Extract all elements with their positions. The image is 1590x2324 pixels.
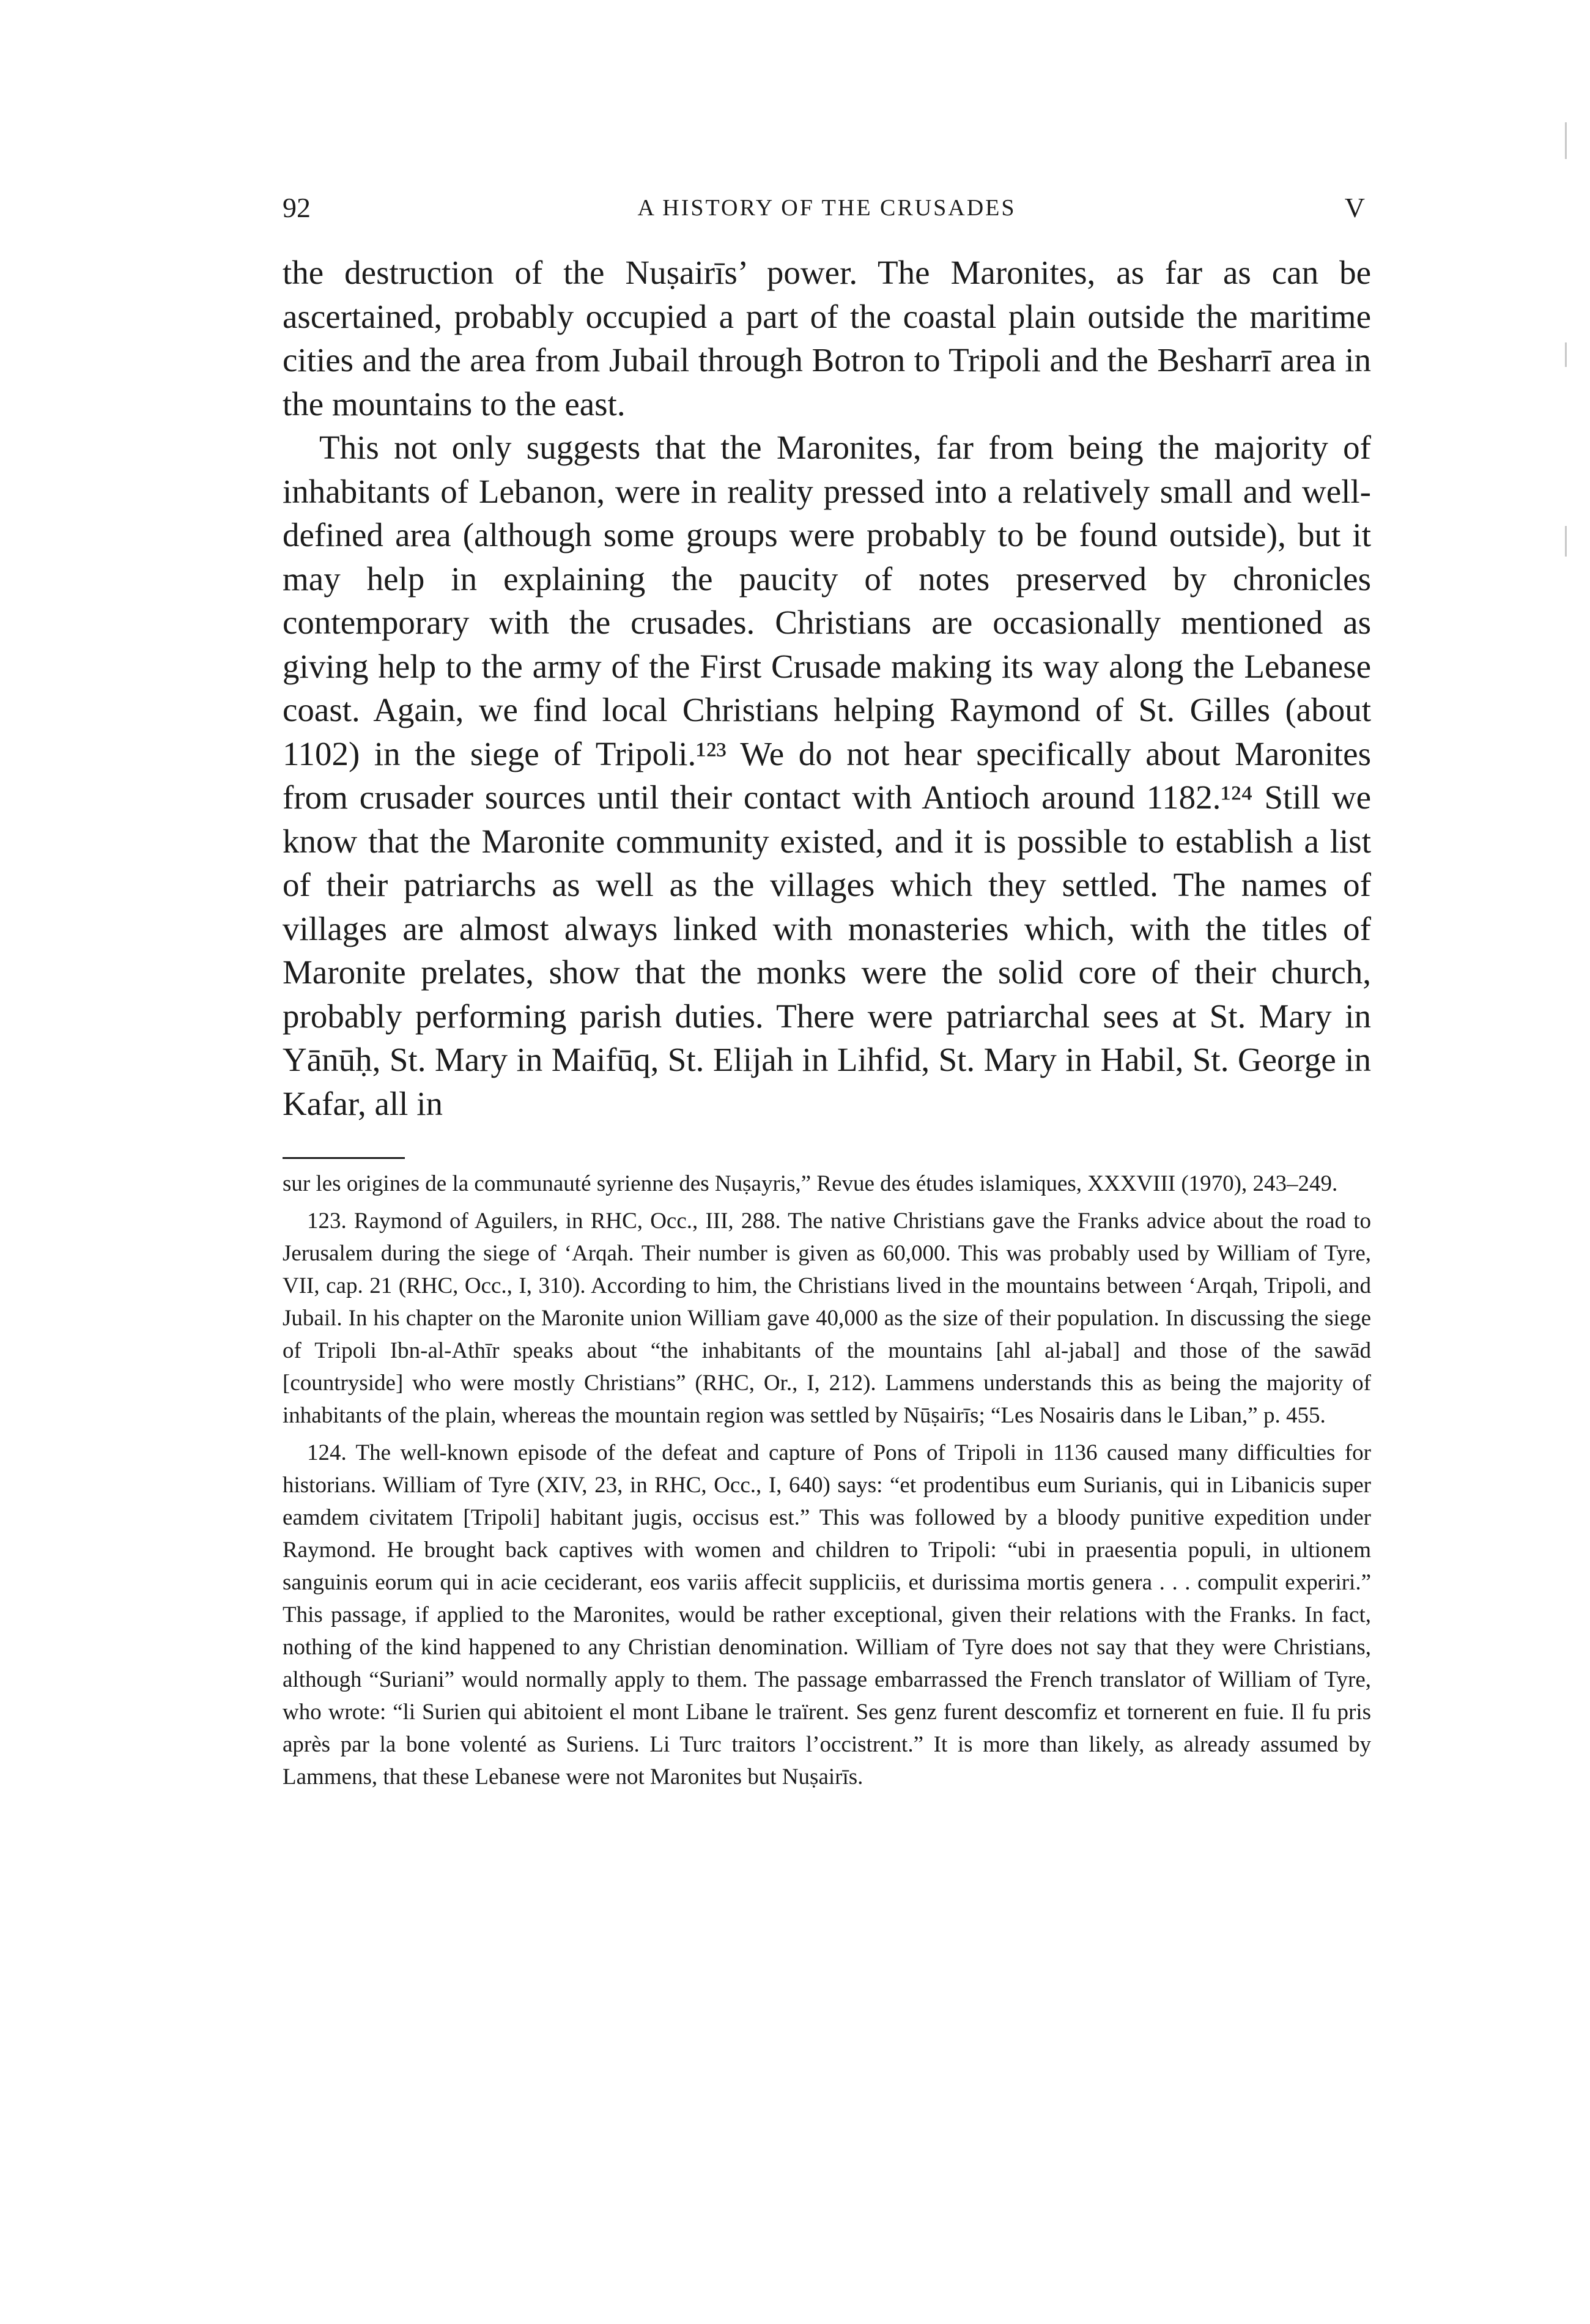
footnote-continuation: sur les origines de la communauté syrienne des Nuṣayris,” Revue des études islamiques, XXXVIII (1970), 243–249. [283,1171,1338,1196]
footnote-123: 123. Raymond of Aguilers, in RHC, Occ., III, 288. The native Christians gave the Franks advice about the road to Jerusalem during the siege of ‘Arqah. Their number is given as 60,000. This was probably used by William of Tyre, VII, cap. 21 (RHC, Occ., I, 310). According to him, the Christians lived in the mountains between ‘Arqah, Tripoli, and Jubail. In his chapter on the Maronite union William gave 40,000 as the size of their population. In discussing the siege of Tripoli Ibn-al-Athīr speaks about “the inhabitants of the mountains [ahl al-jabal] and those of the sawād [countryside] who were mostly Christians” (RHC, Or., I, 212). Lammens understands this as being the majority of inhabitants of the plain, whereas the mountain region was settled by Nūṣairīs; “Les Nosairis dans le Liban,” p. 455. [283,1208,1371,1428]
running-title: A HISTORY OF THE CRUSADES [637,195,1016,221]
paragraph-1: the destruction of the Nuṣairīs’ power. The Maronites, as far as can be ascertained, probably occupied a part of the coastal plain outside the maritime cities and the area from Jubail through Botron to Tripoli and the Besharrī area in the mountains to the east. [283,254,1371,423]
footnote-rule [283,1157,405,1159]
book-page [283,183,1371,1798]
chapter-number: V [1344,192,1365,223]
scan-edge-mark [1565,122,1567,159]
footnote-124: 124. The well-known episode of the defeat and capture of Pons of Tripoli in 1136 caused many difficulties for historians. William of Tyre (XIV, 23, in RHC, Occ., I, 640) says: “et prodentibus eum Surianis, qui in Libanicis super eamdem civitatem [Tripoli] habitant jugis, occisus est.” This was followed by a bloody punitive expedition under Raymond. He brought back captives with women and children to Tripoli: “ubi in praesentia populi, in ultionem sanguinis eorum qui in acie ceciderant, eos variis affecit suppliciis, et durissima mortis genera . . . compulit experiri.” This passage, if applied to the Maronites, would be rather exceptional, given their relations with the Franks. In fact, nothing of the kind happened to any Christian denomination. William of Tyre does not say that they were Christians, although “Suriani” would normally apply to them. The passage embarrassed the French translator of William of Tyre, who wrote: “li Surien qui abitoient el mont Libane le traïrent. Ses genz furent descomfiz et tornerent en fuie. Il fu pris après par la bone volenté as Suriens. Li Turc traitors l’occistrent.” It is more than likely, as already assumed by Lammens, that these Lebanese were not Maronites but Nuṣairīs. [283,1440,1371,1789]
footnotes [283,1168,1371,1793]
page-number: 92 [283,192,311,223]
main-text [283,251,1371,1125]
running-head [283,183,1371,232]
paragraph-2: This not only suggests that the Maronites, far from being the majority of inhabitants of Lebanon, were in reality pressed into a relatively small and well-defined area (although some groups were probably to be found outside), but it may help in explaining the paucity of notes preserved by chronicles contemporary with the crusades. Christians are occasionally mentioned as giving help to the army of the First Crusade making its way along the Lebanese coast. Again, we find local Christians helping Raymond of St. Gilles (about 1102) in the siege of Tripoli.¹²³ We do not hear specifically about Maronites from crusader sources until their contact with Antioch around 1182.¹²⁴ Still we know that the Maronite community existed, and it is possible to establish a list of their patriarchs as well as the villages which they settled. The names of villages are almost always linked with monasteries which, with the titles of Maronite prelates, show that the monks were the solid core of their church, probably performing parish duties. There were patriarchal sees at St. Mary in Yānūḥ, St. Mary in Maifūq, St. Elijah in Lihfid, St. Mary in Habil, St. George in Kafar, all in [283,429,1371,1122]
scan-edge-mark [1565,342,1567,367]
scan-edge-mark [1565,526,1567,557]
